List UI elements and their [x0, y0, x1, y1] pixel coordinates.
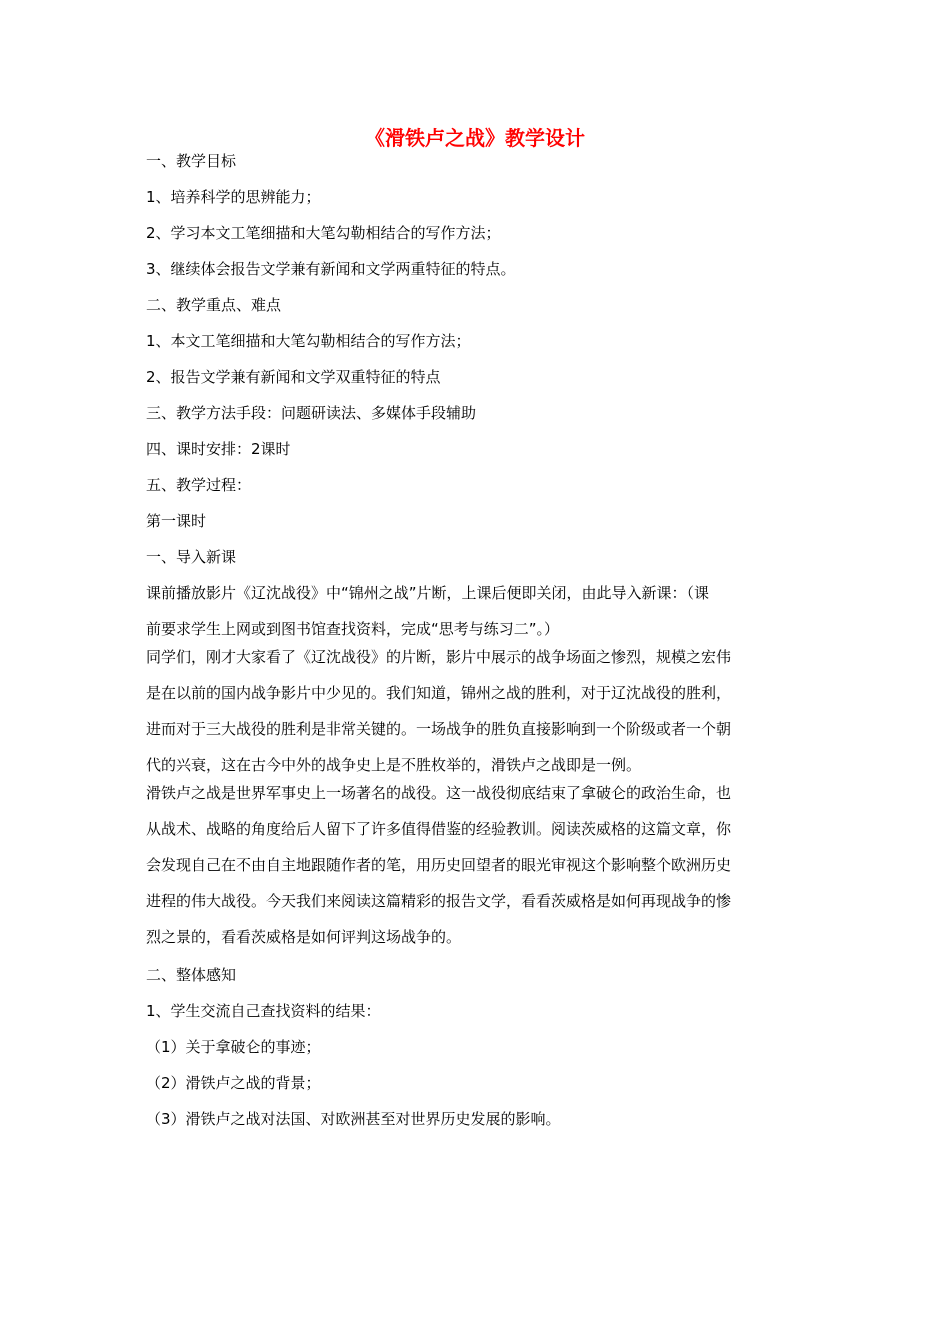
list-item: 1、培养科学的思辨能力；: [146, 188, 321, 206]
list-item: 2、报告文学兼有新闻和文学双重特征的特点: [146, 368, 441, 386]
section-heading: 三、教学方法手段：问题研读法、多媒体手段辅助: [146, 404, 477, 422]
paragraph-line: 前要求学生上网或到图书馆查找资料，完成“思考与练习二”。）: [146, 620, 560, 638]
paragraph-line: 代的兴衰，这在古今中外的战争史上是不胜枚举的，滑铁卢之战即是一例。: [146, 756, 642, 774]
section-heading: 一、导入新课: [146, 548, 237, 566]
paragraph-line: 同学们，刚才大家看了《辽沈战役》的片断，影片中展示的战争场面之惨烈，规模之宏伟: [146, 648, 732, 666]
list-item: （3）滑铁卢之战对法国、对欧洲甚至对世界历史发展的影响。: [146, 1110, 561, 1128]
lesson-heading: 第一课时: [146, 512, 207, 530]
document-body: [146, 151, 806, 1145]
list-item: （1）关于拿破仑的事迹；: [146, 1038, 321, 1056]
paragraph-line: 进而对于三大战役的胜利是非常关键的。一场战争的胜负直接影响到一个阶级或者一个朝: [146, 720, 732, 738]
paragraph-line: 是在以前的国内战争影片中少见的。我们知道，锦州之战的胜利，对于辽沈战役的胜利，: [146, 684, 732, 702]
section-heading: 一、教学目标: [146, 152, 237, 170]
body-paragraph: [146, 639, 806, 783]
intro-paragraph: [146, 575, 806, 647]
paragraph-line: 滑铁卢之战是世界军事史上一场著名的战役。这一战役彻底结束了拿破仑的政治生命，也: [146, 784, 732, 802]
list-item: 1、本文工笔细描和大笔勾勒相结合的写作方法；: [146, 332, 471, 350]
body-paragraph: [146, 775, 806, 955]
list-item: 1、学生交流自己查找资料的结果：: [146, 1002, 381, 1020]
section-heading: 二、整体感知: [146, 966, 237, 984]
list-item: 2、学习本文工笔细描和大笔勾勒相结合的写作方法；: [146, 224, 501, 242]
document-title: 《滑铁卢之战》教学设计: [365, 126, 585, 150]
paragraph-line: 进程的伟大战役。今天我们来阅读这篇精彩的报告文学，看看茨威格是如何再现战争的惨: [146, 892, 732, 910]
list-item: 3、继续体会报告文学兼有新闻和文学两重特征的特点。: [146, 260, 516, 278]
paragraph-line: 课前播放影片《辽沈战役》中“锦州之战”片断，上课后便即关闭，由此导入新课：（课: [146, 584, 710, 602]
section-heading: 二、教学重点、难点: [146, 296, 282, 314]
paragraph-line: 从战术、战略的角度给后人留下了许多值得借鉴的经验教训。阅读茨威格的这篇文章，你: [146, 820, 732, 838]
section-heading: 五、教学过程：: [146, 476, 252, 494]
list-item: （2）滑铁卢之战的背景；: [146, 1074, 321, 1092]
paragraph-line: 会发现自己在不由自主地跟随作者的笔，用历史回望者的眼光审视这个影响整个欧洲历史: [146, 856, 732, 874]
section-heading: 四、课时安排：2课时: [146, 440, 291, 458]
paragraph-line: 烈之景的，看看茨威格是如何评判这场战争的。: [146, 928, 462, 946]
